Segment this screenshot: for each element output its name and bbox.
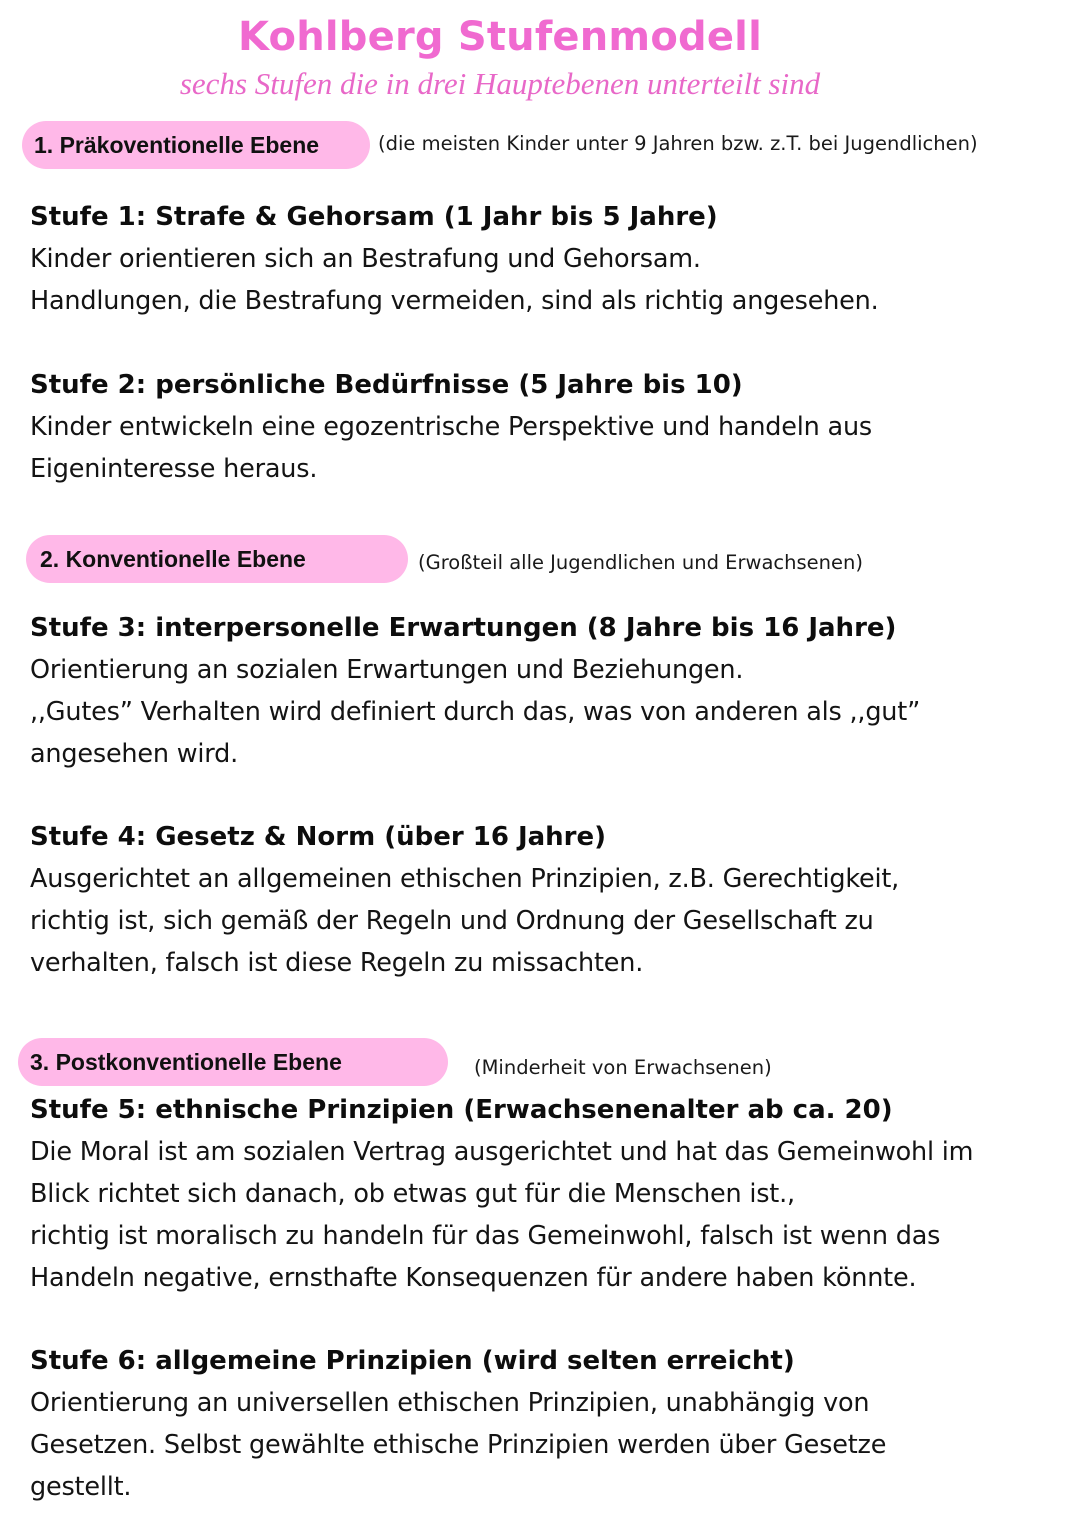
stage-title: Stufe 6: allgemeine Prinzipien (wird selten erreicht): [30, 1346, 795, 1376]
level-badge-2: 2. Konventionelle Ebene: [26, 535, 408, 583]
stage-6: [30, 1340, 1075, 1508]
stage-text-line: Kinder orientieren sich an Bestrafung und Gehorsam.: [30, 244, 701, 274]
stage-title: Stufe 4: Gesetz & Norm (über 16 Jahre): [30, 822, 607, 852]
stage-text-line: Handlungen, die Bestrafung vermeiden, sind als richtig angesehen.: [30, 286, 879, 316]
level-note-3: (Minderheit von Erwachsenen): [474, 1056, 772, 1079]
stage-text-line: angesehen wird.: [30, 739, 239, 769]
stage-title: Stufe 5: ethnische Prinzipien (Erwachsenenalter ab ca. 20): [30, 1095, 893, 1125]
stage-text-line: Eigeninteresse heraus.: [30, 454, 318, 484]
stage-3: [30, 607, 1075, 775]
stage-text-line: Blick richtet sich danach, ob etwas gut für die Menschen ist.,: [30, 1179, 795, 1209]
stage-title: Stufe 3: interpersonelle Erwartungen (8 Jahre bis 16 Jahre): [30, 613, 897, 643]
stage-1: [30, 196, 1075, 322]
stage-text-line: Handeln negative, ernsthafte Konsequenzen für andere haben könnte.: [30, 1263, 917, 1293]
level-badge-3: 3. Postkonventionelle Ebene: [18, 1038, 448, 1086]
stage-text-line: ,,Gutes” Verhalten wird definiert durch das, was von anderen als ,,gut”: [30, 697, 921, 727]
stage-title: Stufe 2: persönliche Bedürfnisse (5 Jahre bis 10): [30, 370, 743, 400]
stage-text-line: Ausgerichtet an allgemeinen ethischen Prinzipien, z.B. Gerechtigkeit,: [30, 864, 900, 894]
stage-4: [30, 816, 1075, 984]
level-note-2: (Großteil alle Jugendlichen und Erwachsenen): [418, 551, 863, 574]
stage-text-line: richtig ist moralisch zu handeln für das Gemeinwohl, falsch ist wenn das: [30, 1221, 941, 1251]
stage-text-line: Die Moral ist am sozialen Vertrag ausgerichtet und hat das Gemeinwohl im: [30, 1137, 974, 1167]
stage-text-line: Orientierung an sozialen Erwartungen und Beziehungen.: [30, 655, 744, 685]
stage-5: [30, 1089, 1075, 1299]
stage-2: [30, 364, 1075, 490]
stage-text-line: Orientierung an universellen ethischen Prinzipien, unabhängig von: [30, 1388, 870, 1418]
stage-text-line: gestellt.: [30, 1472, 132, 1502]
page-title: Kohlberg Stufenmodell: [238, 14, 762, 60]
stage-title: Stufe 1: Strafe & Gehorsam (1 Jahr bis 5 Jahre): [30, 202, 718, 232]
stage-text-line: Gesetzen. Selbst gewählte ethische Prinzipien werden über Gesetze: [30, 1430, 887, 1460]
page-subtitle: sechs Stufen die in drei Hauptebenen unterteilt sind: [179, 66, 821, 101]
stage-text-line: verhalten, falsch ist diese Regeln zu missachten.: [30, 948, 644, 978]
stage-text-line: richtig ist, sich gemäß der Regeln und Ordnung der Gesellschaft zu: [30, 906, 874, 936]
stage-text-line: Kinder entwickeln eine egozentrische Perspektive und handeln aus: [30, 412, 873, 442]
level-note-1: (die meisten Kinder unter 9 Jahren bzw. z.T. bei Jugendlichen): [378, 132, 978, 155]
level-badge-1: 1. Präkoventionelle Ebene: [22, 121, 370, 169]
